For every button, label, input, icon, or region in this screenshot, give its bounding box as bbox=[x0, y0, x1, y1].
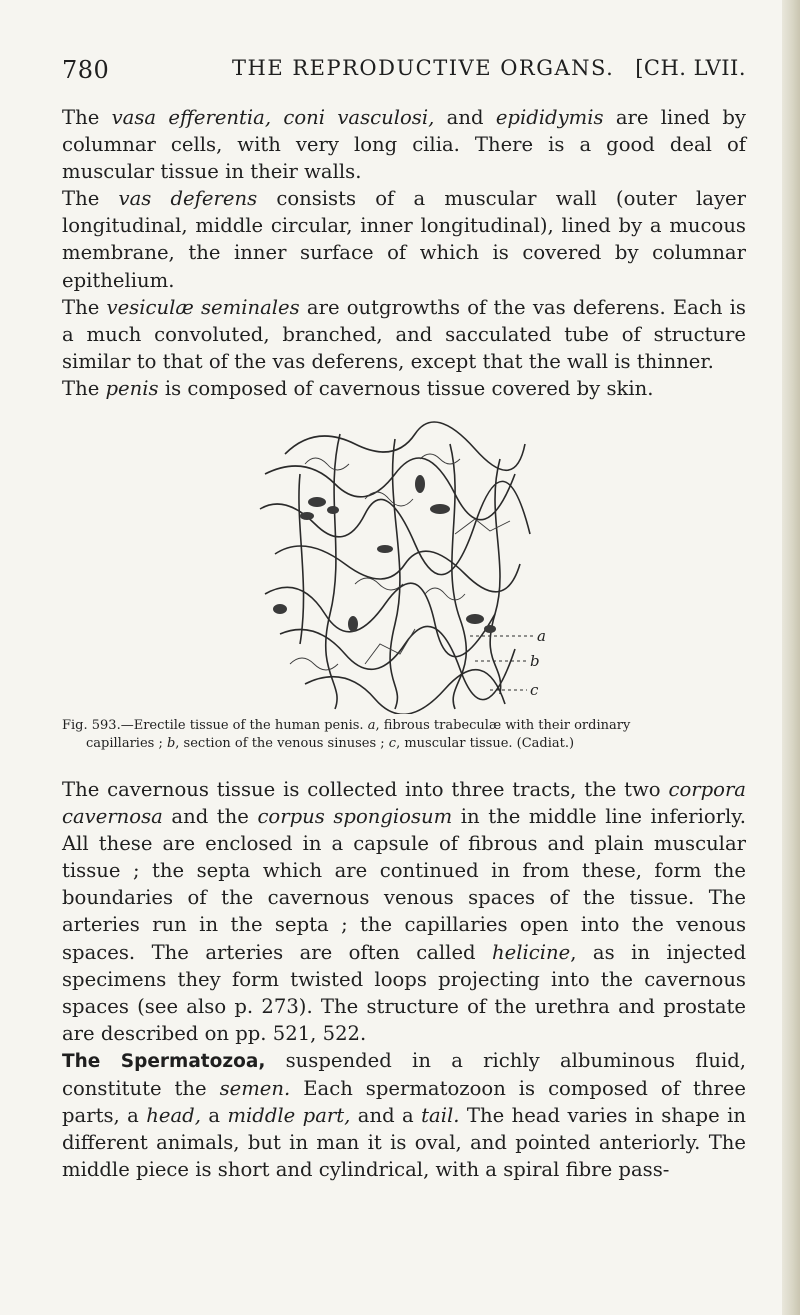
paragraph-spermatozoa: The Spermatozoa, suspended in a richly albuminous fluid, constitute the semen. Each spermatozoon is composed of three parts, a head, a middle part, and a tail. The head varies in shape in different animals, but in man it is oval, and pointed anteriorly. The middle piece is short and cylindrical, with a spiral fibre pass- bbox=[62, 1048, 746, 1182]
chapter-reference: [CH. LVII. bbox=[635, 56, 746, 80]
section-heading-spermatozoa: The Spermatozoa, bbox=[62, 1050, 266, 1072]
page-edge-shadow bbox=[782, 0, 800, 1315]
running-title: THE REPRODUCTIVE ORGANS. bbox=[232, 56, 615, 80]
paragraph-vas-deferens: The vas deferens consists of a muscular wall (outer layer longitudinal, middle circular, inner longitudinal), lined by a mucous membrane, the inner surface of which is covered by columnar epithelium. bbox=[62, 187, 747, 292]
running-header bbox=[62, 56, 746, 90]
figure-label-a: a bbox=[537, 627, 546, 645]
erectile-tissue-illustration bbox=[245, 414, 575, 714]
figure-number: Fig. 593. bbox=[62, 718, 121, 733]
figure-caption: Fig. 593.—Erectile tissue of the human penis. a, fibrous trabeculæ with their ordinary capillaries ; b, section of the venous sinuses ; c, muscular tissue. (Cadiat.) bbox=[62, 718, 631, 751]
text-block-bottom bbox=[62, 776, 746, 1183]
figure-label-c: c bbox=[530, 681, 539, 699]
figure-erectile-tissue bbox=[245, 414, 575, 714]
paragraph-vasa-efferentia: The vasa efferentia, coni vasculosi, and epididymis are lined by columnar cells, with very long cilia. There is a good deal of muscular tissue in their walls. bbox=[62, 106, 746, 184]
paragraph-cavernous-tissue: The cavernous tissue is collected into three tracts, the two corpora cavernosa and the corpus spongiosum in the middle line inferiorly. All these are enclosed in a capsule of fibrous and plain muscular tissue ; the septa which are continued in from these, form the boundaries of the cavernous venous spaces of the tissue. The arteries run in the septa ; the capillaries open into the venous spaces. The arteries are often called helicine, as in injected specimens they form twisted loops projecting into the cavernous spaces (see also p. 273). The structure of the urethra and prostate are described on pp. 521, 522. bbox=[62, 778, 746, 1045]
page-number: 780 bbox=[62, 56, 110, 84]
paragraph-vesiculae-seminales: The vesiculæ seminales are outgrowths of the vas deferens. Each is a much convoluted, branched, and sacculated tube of structure similar to that of the vas deferens, except that the wall is thinner. bbox=[62, 295, 746, 373]
paragraph-penis: The penis is composed of cavernous tissue covered by skin. bbox=[62, 376, 654, 400]
text-block-top bbox=[62, 104, 746, 402]
figure-label-b: b bbox=[530, 652, 540, 670]
